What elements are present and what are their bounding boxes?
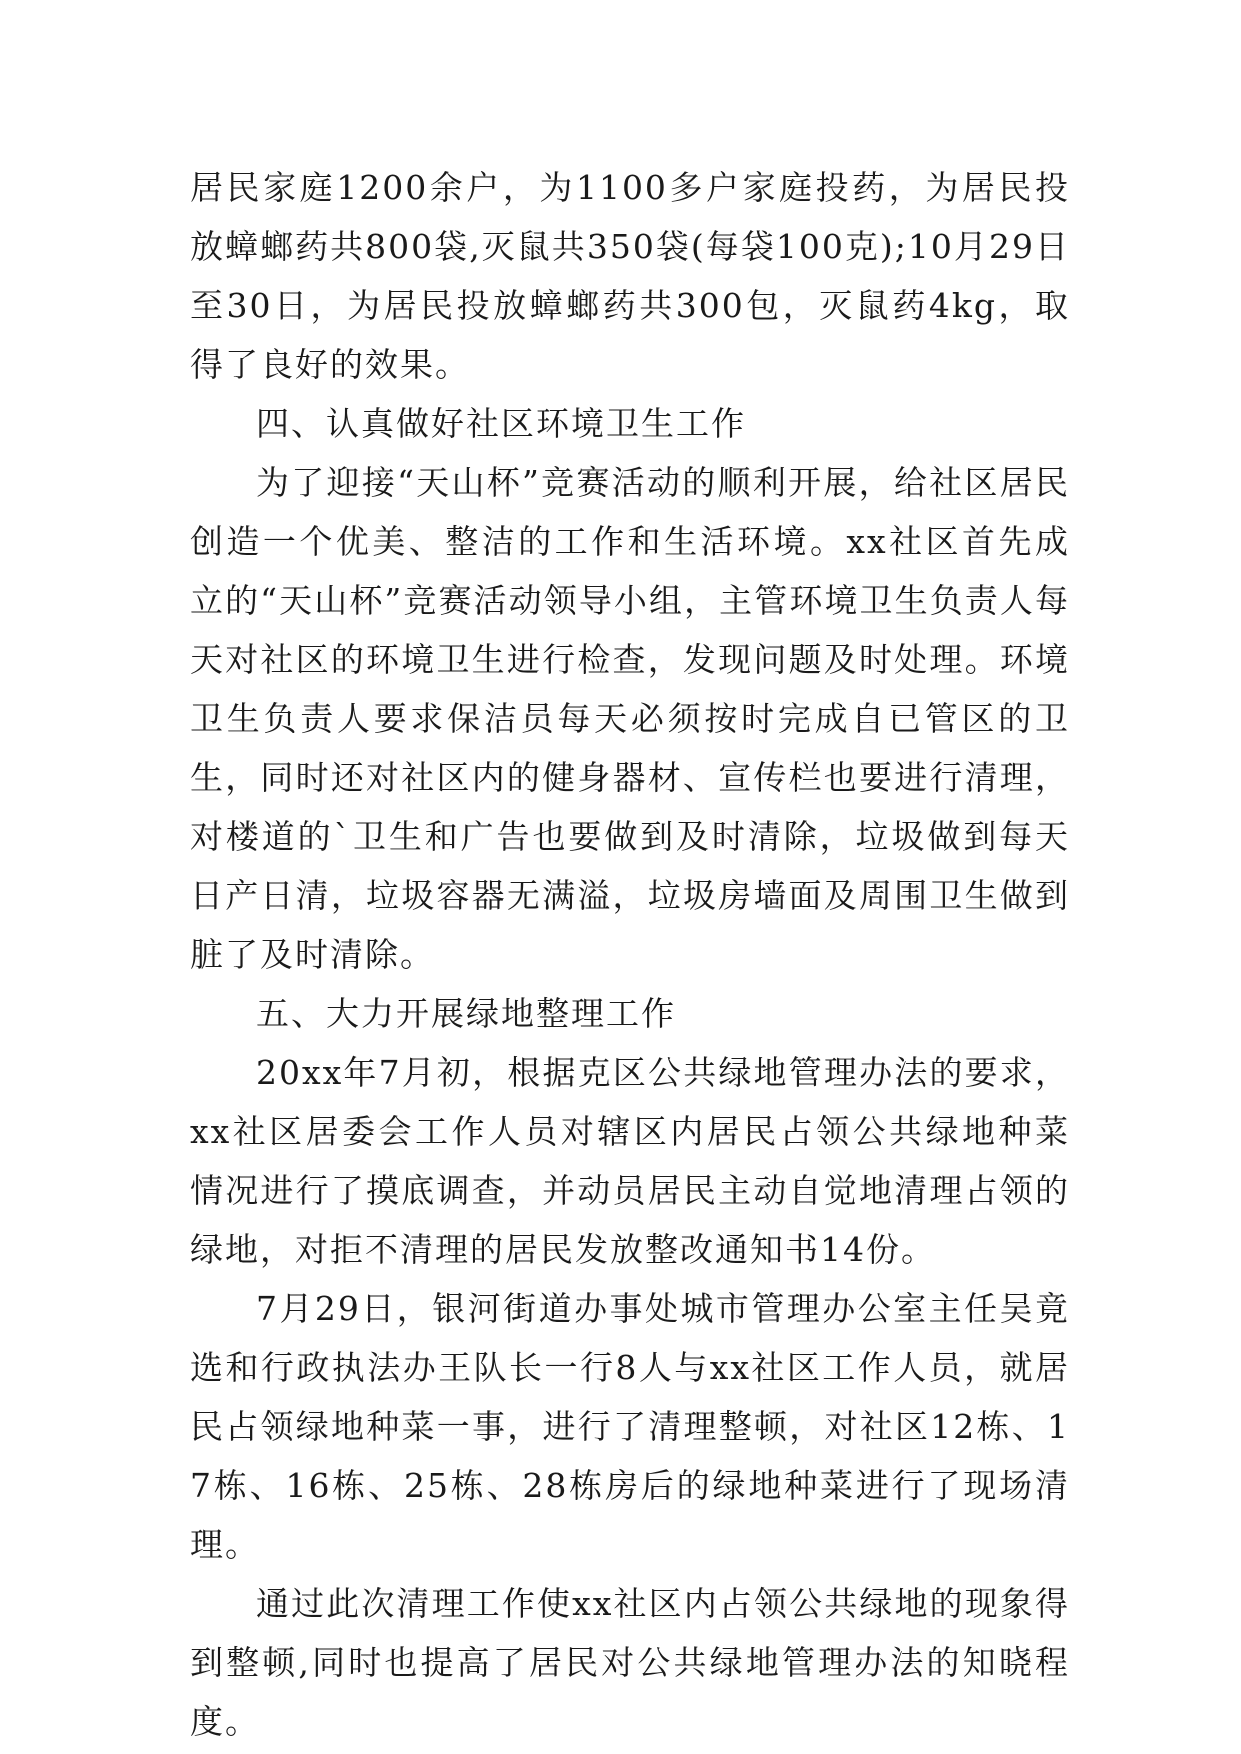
section-heading-5: 五、大力开展绿地整理工作 <box>256 994 676 1033</box>
section-heading-4: 四、认真做好社区环境卫生工作 <box>256 404 746 443</box>
document-body <box>190 158 1070 1751</box>
paragraph-greenland-cleanup: 7月29日，银河街道办事处城市管理办公室主任吴竟选和行政执法办王队长一行8人与xx社区工作人员，就居民占领绿地种菜一事，进行了清理整顿，对社区12栋、17栋、16栋、25栋、28栋房后的绿地种菜进行了现场清理。 <box>190 1289 1070 1564</box>
paragraph-environment-hygiene: 为了迎接“天山杯”竞赛活动的顺利开展，给社区居民创造一个优美、整洁的工作和生活环境。xx社区首先成立的“天山杯”竞赛活动领导小组，主管环境卫生负责人每天对社区的环境卫生进行检查，发现问题及时处理。环境卫生负责人要求保洁员每天必须按时完成自已管区的卫生，同时还对社区内的健身器材、宣传栏也要进行清理，对楼道的`卫生和广告也要做到及时清除，垃圾做到每天日产日清，垃圾容器无满溢，垃圾房墙面及周围卫生做到脏了及时清除。 <box>190 463 1070 974</box>
paragraph-result: 通过此次清理工作使xx社区内占领公共绿地的现象得到整顿,同时也提高了居民对公共绿地管理办法的知晓程度。 <box>190 1584 1070 1741</box>
paragraph-greenland-survey: 20xx年7月初，根据克区公共绿地管理办法的要求，xx社区居委会工作人员对辖区内居民占领公共绿地种菜情况进行了摸底调查，并动员居民主动自觉地清理占领的绿地，对拒不清理的居民发放整改通知书14份。 <box>190 1053 1070 1269</box>
paragraph-continuation: 居民家庭1200余户，为1100多户家庭投药，为居民投放蟑螂药共800袋,灭鼠共350袋(每袋100克);10月29日至30日，为居民投放蟑螂药共300包，灭鼠药4kg，取得了良好的效果。 <box>190 168 1070 384</box>
